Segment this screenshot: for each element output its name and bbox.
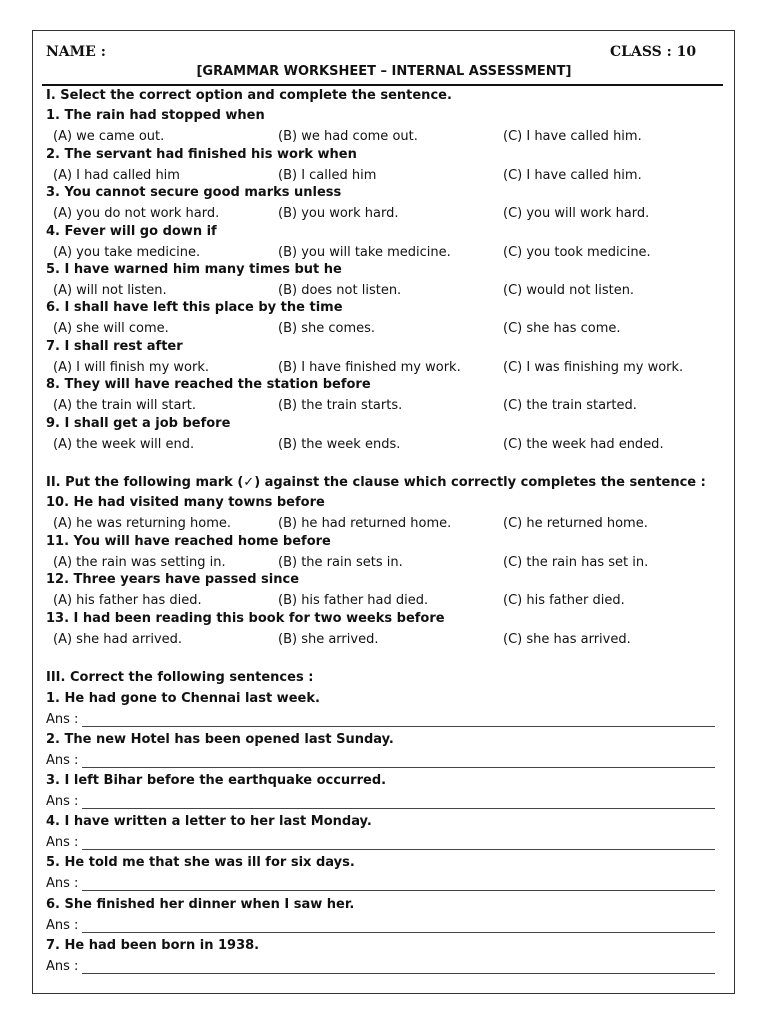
answer-line[interactable] (82, 726, 715, 727)
sentence-to-correct: 4. I have written a letter to her last Monday. (46, 814, 372, 829)
answer-label: Ans : (46, 794, 79, 809)
option-b: (B) we had come out. (278, 129, 418, 144)
option-c: (C) you took medicine. (503, 245, 651, 260)
sentence-to-correct: 2. The new Hotel has been opened last Sunday. (46, 732, 394, 747)
option-c: (C) his father died. (503, 593, 625, 608)
option-a: (A) his father has died. (53, 593, 202, 608)
option-b: (B) the train starts. (278, 398, 403, 413)
option-c: (C) he returned home. (503, 516, 648, 531)
option-c: (C) the week had ended. (503, 437, 664, 452)
sentence-to-correct: 5. He told me that she was ill for six days. (46, 855, 355, 870)
question-text: 11. You will have reached home before (46, 534, 331, 549)
question-text: 10. He had visited many towns before (46, 495, 325, 510)
option-c: (C) the train started. (503, 398, 637, 413)
answer-label: Ans : (46, 753, 79, 768)
question-text: 12. Three years have passed since (46, 572, 300, 587)
question-text: 8. They will have reached the station before (46, 377, 371, 392)
answer-label: Ans : (46, 959, 79, 974)
option-b: (B) I have finished my work. (278, 360, 461, 375)
option-b: (B) she comes. (278, 321, 376, 336)
option-b: (B) you work hard. (278, 206, 399, 221)
title-divider (42, 84, 723, 86)
class-label: CLASS : 10 (610, 44, 697, 60)
answer-label: Ans : (46, 835, 79, 850)
question-text: 9. I shall get a job before (46, 416, 231, 431)
option-a: (A) she will come. (53, 321, 169, 336)
option-c: (C) I was finishing my work. (503, 360, 684, 375)
answer-label: Ans : (46, 876, 79, 891)
option-b: (B) I called him (278, 168, 377, 183)
question-text: 5. I have warned him many times but he (46, 262, 342, 277)
option-b: (B) she arrived. (278, 632, 379, 647)
worksheet-title: [GRAMMAR WORKSHEET – INTERNAL ASSESSMENT] (196, 64, 572, 79)
question-text: 3. You cannot secure good marks unless (46, 185, 342, 200)
answer-label: Ans : (46, 712, 79, 727)
option-a: (A) I had called him (53, 168, 180, 183)
option-c: (C) I have called him. (503, 129, 642, 144)
answer-label: Ans : (46, 918, 79, 933)
question-text: 6. I shall have left this place by the time (46, 300, 343, 315)
option-c: (C) I have called him. (503, 168, 642, 183)
sentence-to-correct: 7. He had been born in 1938. (46, 938, 260, 953)
option-a: (A) I will finish my work. (53, 360, 209, 375)
option-b: (B) does not listen. (278, 283, 402, 298)
sentence-to-correct: 3. I left Bihar before the earthquake occurred. (46, 773, 387, 788)
sentence-to-correct: 6. She finished her dinner when I saw her. (46, 897, 355, 912)
answer-line[interactable] (82, 973, 715, 974)
option-b: (B) you will take medicine. (278, 245, 451, 260)
section-3-heading: III. Correct the following sentences : (46, 670, 314, 685)
option-c: (C) the rain has set in. (503, 555, 649, 570)
answer-line[interactable] (82, 890, 715, 891)
question-text: 1. The rain had stopped when (46, 108, 265, 123)
option-c: (C) she has come. (503, 321, 621, 336)
option-a: (A) the train will start. (53, 398, 197, 413)
option-b: (B) the rain sets in. (278, 555, 403, 570)
option-a: (A) you take medicine. (53, 245, 201, 260)
sentence-to-correct: 1. He had gone to Chennai last week. (46, 691, 320, 706)
option-a: (A) you do not work hard. (53, 206, 220, 221)
option-b: (B) his father had died. (278, 593, 429, 608)
question-text: 2. The servant had finished his work when (46, 147, 357, 162)
option-c: (C) you will work hard. (503, 206, 650, 221)
option-c: (C) would not listen. (503, 283, 635, 298)
option-b: (B) the week ends. (278, 437, 401, 452)
option-b: (B) he had returned home. (278, 516, 452, 531)
question-text: 4. Fever will go down if (46, 224, 217, 239)
answer-line[interactable] (82, 808, 715, 809)
answer-line[interactable] (82, 849, 715, 850)
question-text: 7. I shall rest after (46, 339, 183, 354)
answer-line[interactable] (82, 767, 715, 768)
section-1-heading: I. Select the correct option and complete the sentence. (46, 88, 452, 103)
name-label: NAME : (46, 44, 106, 60)
section-2-heading: II. Put the following mark (✓) against the clause which correctly completes the sentence : (46, 475, 706, 490)
option-a: (A) the week will end. (53, 437, 195, 452)
option-a: (A) he was returning home. (53, 516, 232, 531)
option-c: (C) she has arrived. (503, 632, 631, 647)
option-a: (A) we came out. (53, 129, 165, 144)
option-a: (A) will not listen. (53, 283, 167, 298)
option-a: (A) she had arrived. (53, 632, 183, 647)
question-text: 13. I had been reading this book for two weeks before (46, 611, 445, 626)
answer-line[interactable] (82, 932, 715, 933)
option-a: (A) the rain was setting in. (53, 555, 226, 570)
